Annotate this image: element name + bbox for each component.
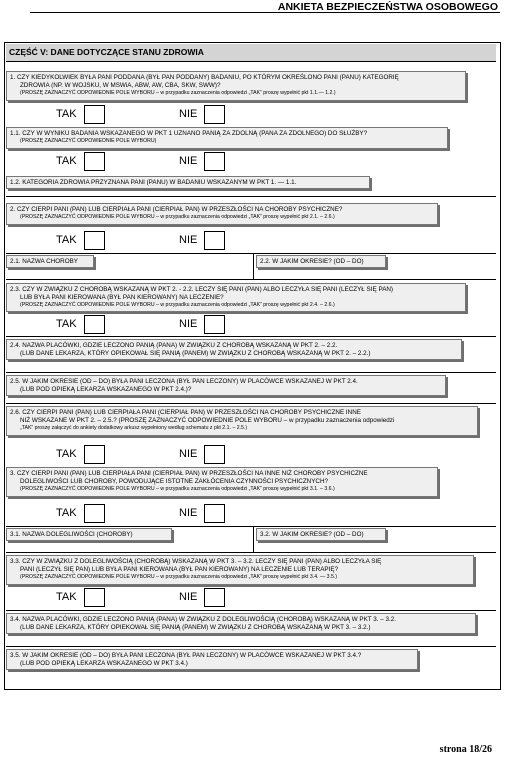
yes-checkbox[interactable] (84, 504, 105, 523)
question-1 (6, 71, 466, 101)
question-2 (6, 203, 438, 225)
no-checkbox[interactable] (204, 105, 225, 124)
no-checkbox[interactable] (204, 152, 225, 171)
question-3-text-2: DOLEGLIWOŚCI LUB CHOROBY, POWODUJĄCE ISTOTNE ZAKŁÓCENIA CZYNNOŚCI PSYCHICZNYCH? (20, 478, 329, 485)
yes-checkbox[interactable] (84, 588, 105, 607)
no-label: NIE (179, 318, 198, 330)
answer-row-3-3 (6, 587, 496, 609)
question-3-3-instruction: (PROSZĘ ZAZNACZYĆ ODPOWIEDNIE POLE WYBORU – w przypadku zaznaczenia odpowiedzi „TAK” proszę wypełnić pkt 3.4. — 3.5.) (20, 574, 338, 580)
no-label: NIE (179, 448, 198, 460)
question-1-2 (6, 176, 370, 189)
question-2-6-text-1: 2.6. CZY CIERPI PANI (PAN) LUB CIERPIAŁA PANI (CIERPIAŁ PAN) W PRZESZŁOŚCI NA CHOROBY PSYCHICZNE INNE (10, 409, 361, 416)
question-2-5-text-1: 2.5. W JAKIM OKRESIE (OD – DO) BYŁA PANI LECZONA (BYŁ PAN LECZONY) W PLACÓWCE WSKAZANEJ W PKT 2.4. (10, 378, 358, 385)
question-2-2 (256, 255, 386, 268)
divider (6, 552, 496, 553)
yes-label: TAK (56, 591, 77, 603)
divider (6, 526, 496, 527)
yes-checkbox[interactable] (84, 105, 105, 124)
yes-label: TAK (56, 448, 77, 460)
question-3-3-text-1: 3.3. CZY W ZWIĄZKU Z DOLEGLIWOŚCIĄ (CHOROBĄ) WSKAZANĄ W PKT 3. – 3.2. LECZY SIĘ PANI (PAN) ALBO LECZYŁA SIĘ (10, 558, 382, 565)
no-checkbox[interactable] (204, 315, 225, 334)
question-2-2-text: 2.2. W JAKIM OKRESIE? (OD – DO) (260, 258, 364, 265)
answer-row-2-6 (6, 444, 496, 466)
yes-label: TAK (56, 155, 77, 167)
question-3-instruction: (PROSZĘ ZAZNACZYĆ ODPOWIEDNIE POLE WYBORU – w przypadku zaznaczenia odpowiedzi „TAK” proszę wypełnić pkt 3.1. – 3.6.) (20, 486, 335, 492)
question-3-5-text-1: 3.5. W JAKIM OKRESIE (OD – DO) BYŁA PANI LECZONA (BYŁ PAN LECZONY) W PLACÓWCE WSKAZANEJ W PKT 3.4.? (10, 652, 362, 659)
question-3-4 (6, 613, 476, 634)
question-2-6 (6, 406, 478, 436)
divider (6, 646, 496, 647)
yes-label: TAK (56, 318, 77, 330)
no-checkbox[interactable] (204, 504, 225, 523)
question-2-3-text-2: LUB BYŁA PANI KIEROWANA (BYŁ PAN KIEROWANY) NA LECZENIE? (20, 294, 224, 301)
question-2-4-text-2: (LUB DANE LEKARZA, KTÓRY OPIEKOWAŁ SIĘ PANIĄ (PANEM) W ZWIĄZKU Z CHOROBĄ WSKAZANĄ W PKT 2. – 2.2.) (20, 350, 371, 357)
no-label: NIE (179, 155, 198, 167)
question-2-text: 2. CZY CIERPI PANI (PAN) LUB CIERPIAŁA PANI (CIERPIAŁ PAN) W PRZESZŁOŚCI NA CHOROBY PSYCHICZNE? (10, 206, 343, 213)
question-3-5 (6, 649, 418, 670)
question-2-6-instruction: „TAK” proszę załączyć do ankiety dodatkowy arkusz wypełniony według schematu z pkt 2.1. – 2.5.) (20, 425, 248, 431)
answer-row-2 (6, 230, 496, 252)
yes-label: TAK (56, 507, 77, 519)
question-3-3-text-2: PANI (LECZYŁ SIĘ PAN) LUB BYŁA PANI KIEROWANA (BYŁ PAN KIEROWANY) NA LECZENIE LUB TERAPIĘ? (20, 566, 339, 573)
question-2-4 (6, 339, 462, 360)
question-2-3-instruction: (PROSZĘ ZAZNACZYĆ ODPOWIEDNIE POLE WYBORU – w przypadku zaznaczenia odpowiedzi „TAK” proszę wypełnić pkt 2.4. – 2.6.) (20, 302, 335, 308)
form-title: ANKIETA BEZPIECZEŃSTWA OSOBOWEGO (277, 1, 498, 13)
question-1-1-instruction: (PROSZĘ ZAZNACZYĆ ODPOWIEDNIE POLE WYBORU) (20, 138, 157, 144)
question-3-text-1: 3. CZY CIERPI PANI (PAN) LUB CIERPIAŁA PANI (CIERPIAŁ PAN) W PRZESZŁOŚCI NA INNE NIŻ CHOROBY PSYCHICZNE (10, 470, 368, 477)
question-2-4-text-1: 2.4. NAZWA PLACÓWKI, GDZIE LECZONO PANIĄ (PANA) W ZWIĄZKU Z CHOROBĄ WSKAZANĄ W PKT 2. – 2.2. (10, 342, 338, 349)
divider (6, 610, 496, 611)
no-checkbox[interactable] (204, 445, 225, 464)
no-label: NIE (179, 507, 198, 519)
column-divider (253, 253, 254, 279)
question-3-1 (6, 528, 172, 541)
question-2-1 (6, 255, 94, 268)
divider (6, 279, 496, 280)
question-3-4-text-2: (LUB DANE LEKARZA, KTÓRY OPIEKOWAŁ SIĘ PANIĄ (PANEM) W ZWIĄZKU Z CHOROBĄ WSKAZANĄ W PKT 3. – 3.2.) (20, 624, 371, 631)
question-2-5-text-2: (LUB POD OPIEKĄ LEKARZA WSKAZANEGO W PKT 2.4.)? (20, 386, 192, 393)
question-3-2 (256, 528, 386, 541)
divider (6, 403, 496, 404)
divider (6, 336, 496, 337)
question-3 (6, 467, 438, 497)
no-checkbox[interactable] (204, 588, 225, 607)
divider (6, 372, 496, 373)
question-1-1-text: 1.1. CZY W WYNIKU BADANIA WSKAZANEGO W PKT 1 UZNANO PANIĄ ZA ZDOLNĄ (PANA ZA ZDOLNEGO) DO SŁUŻBY? (10, 130, 368, 137)
answer-row-2-3 (6, 314, 496, 336)
question-3-1-text: 3.1. NAZWA DOLEGLIWOŚCI (CHOROBY) (10, 531, 133, 538)
answer-row-1-1 (6, 151, 496, 173)
section-title: CZĘŚĆ V: DANE DOTYCZĄCE STANU ZDROWIA (9, 47, 204, 57)
question-2-instruction: (PROSZĘ ZAZNACZYĆ ODPOWIEDNIE POLE WYBORU – w przypadku zaznaczenia odpowiedzi „TAK” proszę wypełnić pkt 2.1. – 2.6.) (20, 214, 335, 220)
question-2-3-text-1: 2.3. CZY W ZWIĄZKU Z CHOROBĄ WSKAZANĄ W PKT 2. - 2.2. LECZY SIĘ PANI (PAN) ALBO LECZYŁA SIĘ PANI (LECZYŁ SIĘ PAN) (10, 286, 394, 293)
question-3-4-text-1: 3.4. NAZWA PLACÓWKI, GDZIE LECZONO PANIĄ (PANA) W ZWIĄZKU Z DOLEGLIWOŚCIĄ (CHOROBĄ) WSKAZANĄ W PKT 3. – 3.2. (10, 616, 397, 623)
question-1-text-1: 1. CZY KIEDYKOLWIEK BYŁA PANI PODDANA (BYŁ PAN PODDANY) BADANIU, PO KTÓRYM OKREŚLONO PANI (PANU) KATEGORIĘ (10, 74, 399, 81)
question-1-2-text: 1.2. KATEGORIA ZDROWIA PRZYZNANA PANI (PANU) W BADANIU WSKAZANYM W PKT 1. — 1.1. (10, 179, 297, 186)
question-1-1 (6, 127, 448, 149)
answer-row-3 (6, 503, 496, 525)
yes-label: TAK (56, 108, 77, 120)
question-3-3 (6, 555, 474, 585)
section-header (6, 44, 496, 62)
yes-checkbox[interactable] (84, 445, 105, 464)
no-label: NIE (179, 108, 198, 120)
question-2-3 (6, 283, 466, 312)
question-1-instruction: (PROSZĘ ZAZNACZYĆ ODPOWIEDNIE POLE WYBORU – w przypadku zaznaczenia odpowiedzi „TAK” proszę wypełnić pkt 1.1.— 1.2.) (20, 90, 336, 96)
no-label: NIE (179, 234, 198, 246)
yes-checkbox[interactable] (84, 315, 105, 334)
column-divider (253, 526, 254, 552)
yes-label: TAK (56, 234, 77, 246)
answer-row-1 (6, 104, 496, 126)
question-2-1-text: 2.1. NAZWA CHOROBY (10, 258, 78, 265)
question-3-2-text: 3.2. W JAKIM OKRESIE? (OD – DO) (260, 531, 364, 538)
yes-checkbox[interactable] (84, 231, 105, 250)
divider (6, 253, 496, 254)
page-number: strona 18/26 (439, 744, 492, 755)
question-2-6-text-2: NIŻ WSKAZANE W PKT 2. – 2.5.? (PROSZĘ ZAZNACZYĆ ODPOWIEDNIE POLE WYBORU – w przypadku zaznaczenia odpowiedzi (20, 417, 395, 424)
divider (6, 196, 496, 197)
no-label: NIE (179, 591, 198, 603)
yes-checkbox[interactable] (84, 152, 105, 171)
question-2-5 (6, 375, 446, 396)
question-1-text-2: ZDROWIA (NP. W WOJSKU, W MSWiA, ABW, AW, CBA, SKW, SWW)? (20, 82, 221, 89)
no-checkbox[interactable] (204, 231, 225, 250)
question-3-5-text-2: (LUB POD OPIEKĄ LEKARZA WSKAZANEGO W PKT 3.4.) (20, 660, 188, 667)
